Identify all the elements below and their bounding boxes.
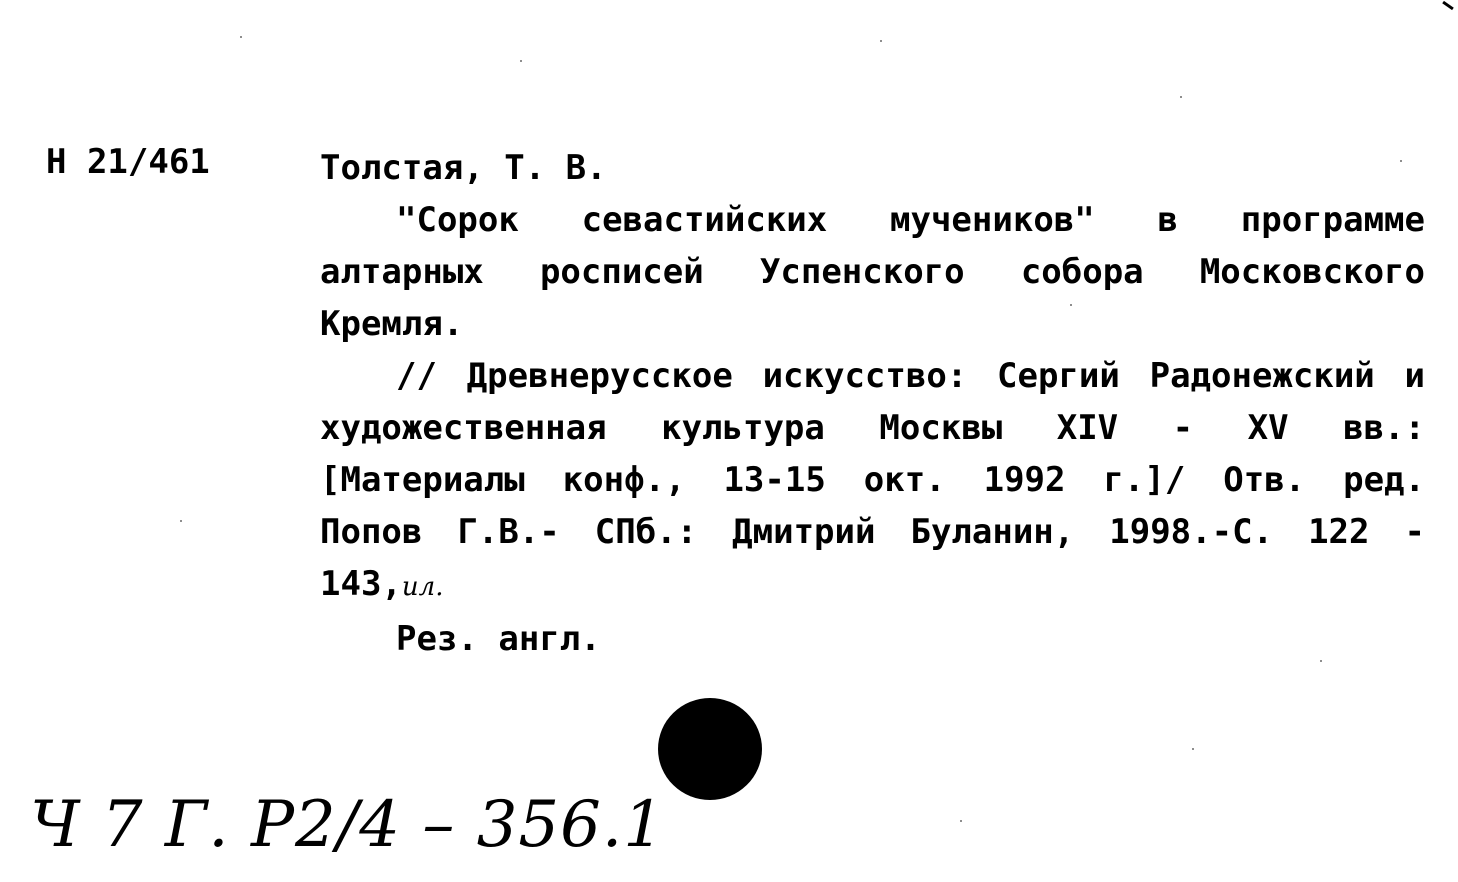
title-paragraph: "Сорок севастийских мучеников" в программе алтарных росписей Успенского собора Московского Кремля. (320, 200, 1425, 344)
scan-speck (960, 820, 962, 822)
scan-speck (180, 520, 182, 522)
punch-hole (658, 698, 762, 800)
source-text: // Древнерусское искусство: Сергий Радонежский и художественная культура Москвы XIV - XV вв.: [Материалы конф., 13-15 окт. 1992 г.]/ Отв. ред. Попов Г.В.- СПб.: Дмитрий Буланин, 1998.-С. 122 - 143, (320, 356, 1425, 604)
bibliographic-entry (320, 142, 1425, 665)
scan-speck (240, 36, 242, 38)
source-paragraph (320, 350, 1425, 613)
scan-speck (880, 40, 882, 42)
scan-speck (1192, 748, 1194, 750)
scan-speck (520, 60, 522, 62)
handwritten-classification-code: Ч 7 Г. Р2/4 – 356.1 (30, 788, 665, 862)
illustrations-note: ил. (401, 572, 444, 602)
author-heading: Толстая, Т. В. (320, 148, 607, 188)
summary-note: Рез. англ. (396, 619, 601, 659)
corner-mark (1442, 1, 1454, 10)
scan-speck (1180, 96, 1182, 98)
shelfmark: Н 21/461 (46, 142, 210, 182)
